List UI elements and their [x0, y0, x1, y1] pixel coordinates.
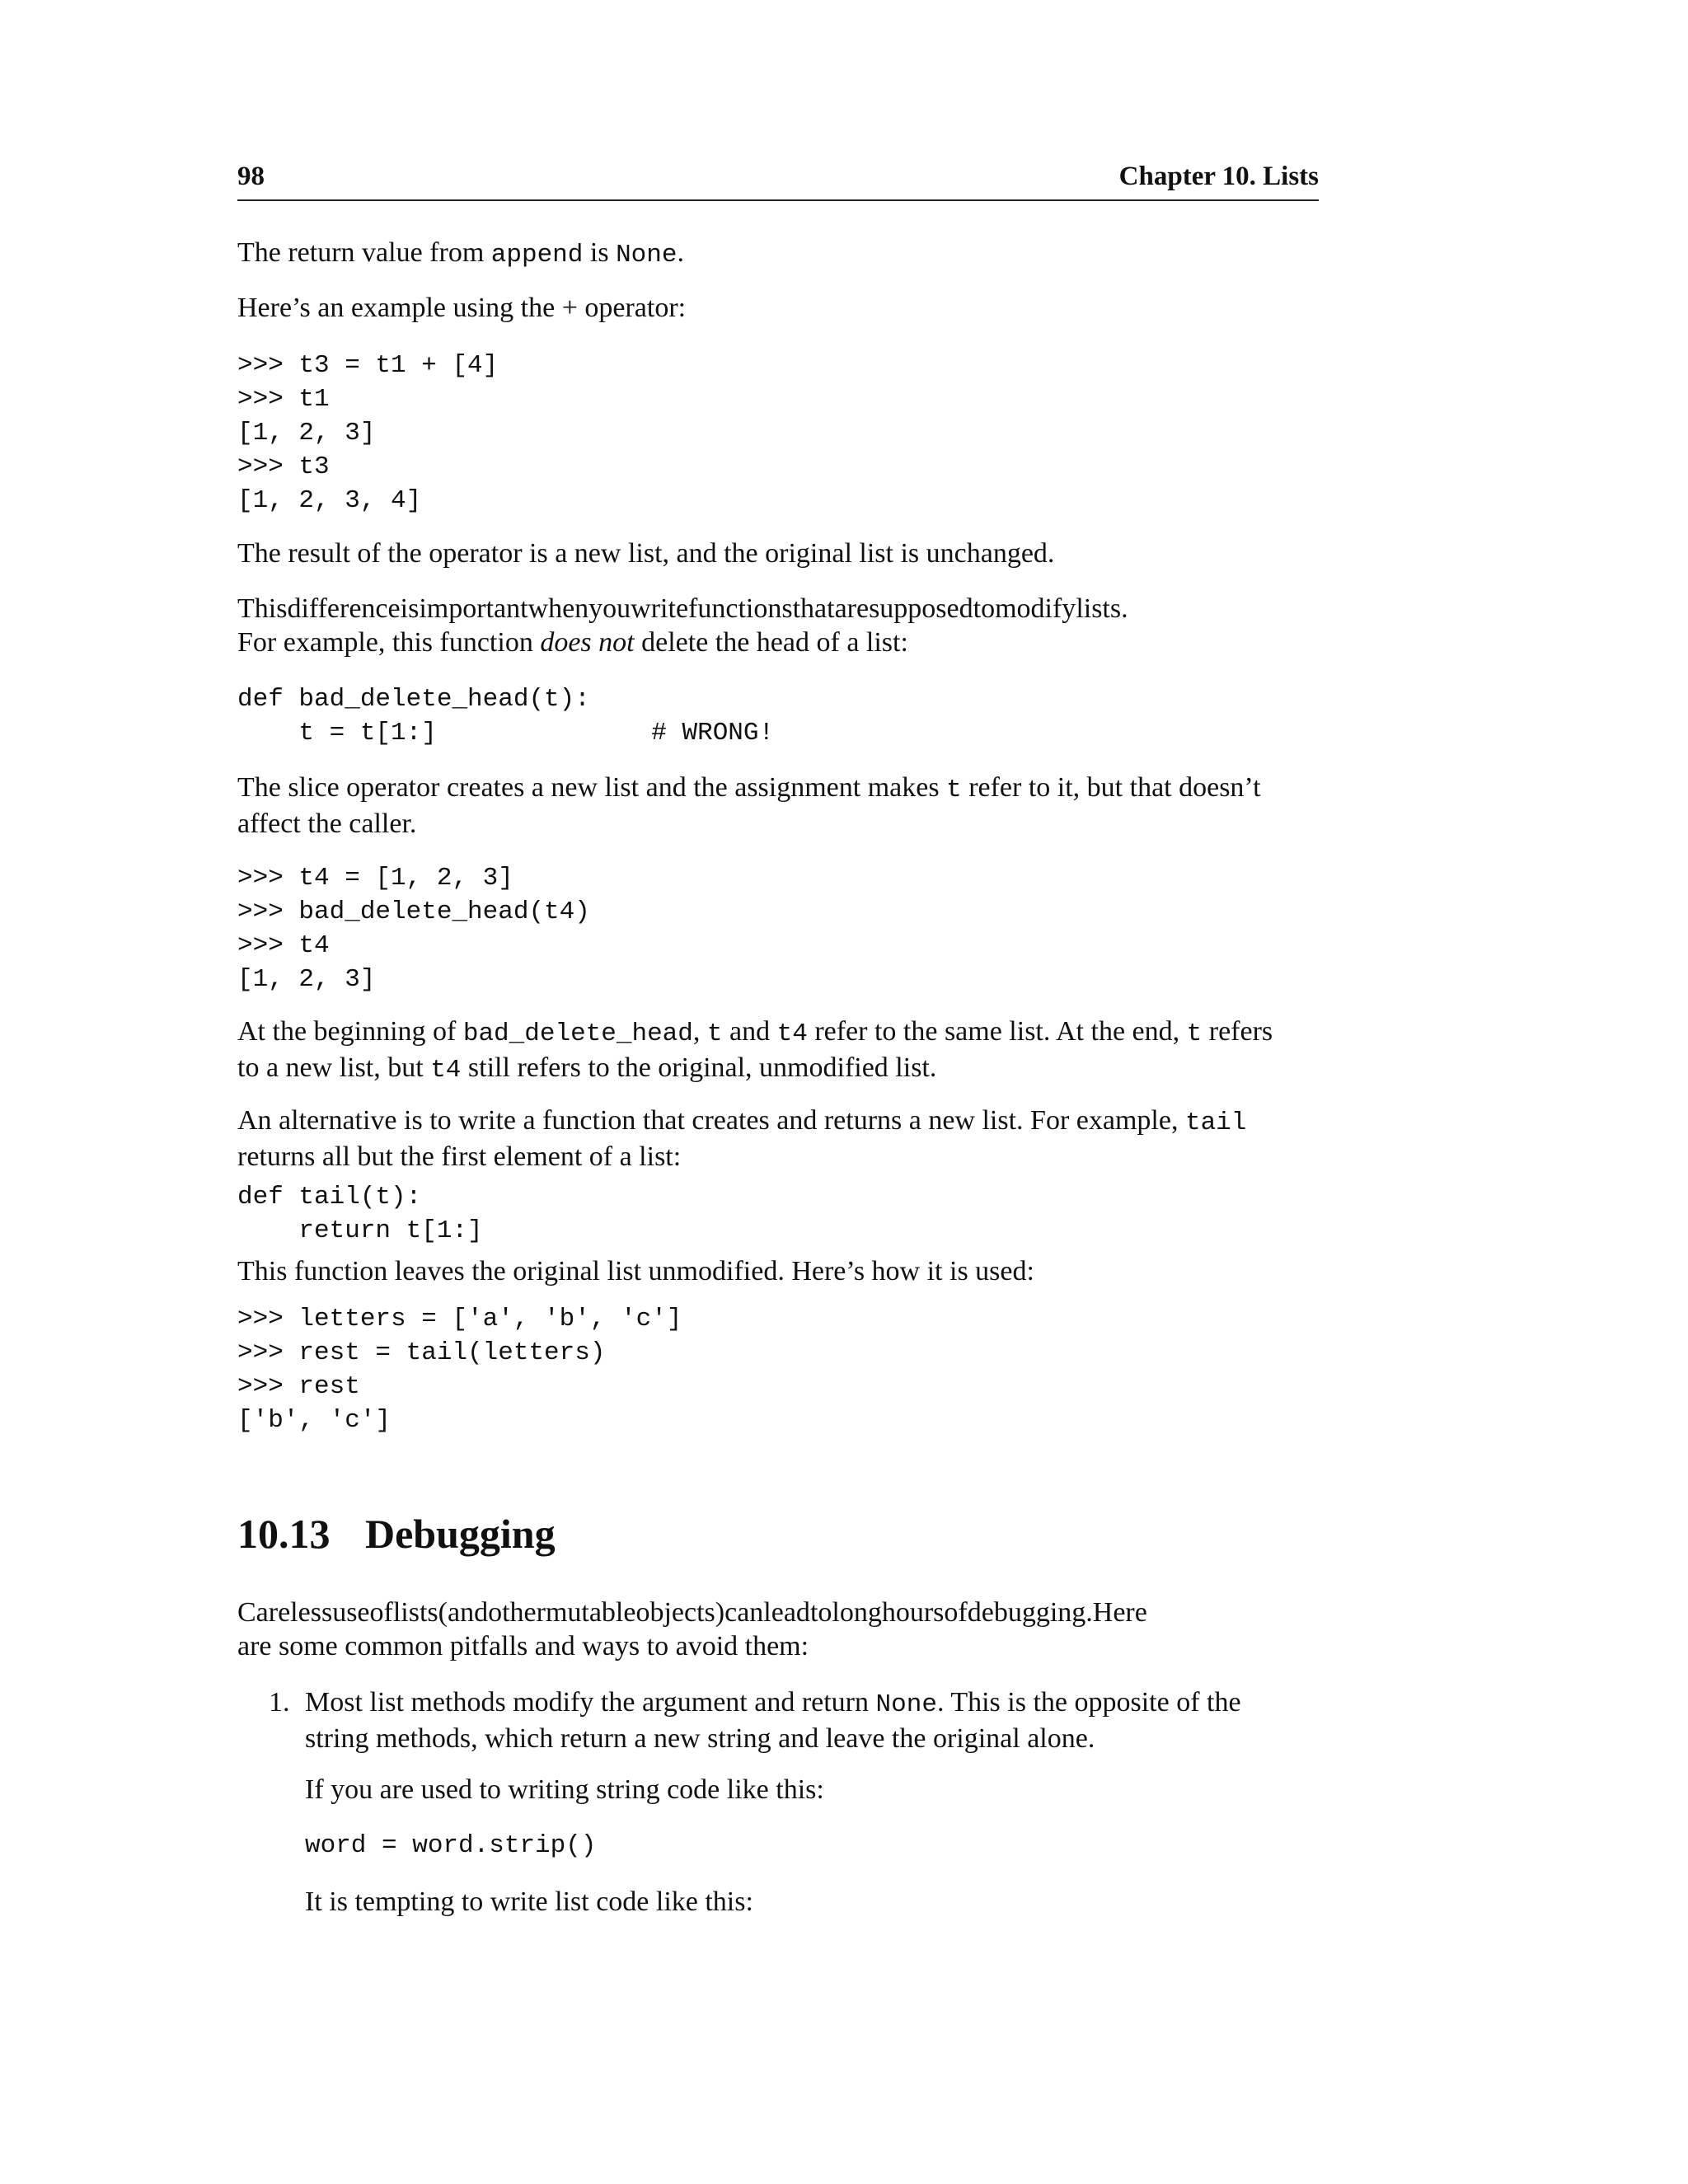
section-title: Debugging — [365, 1511, 556, 1557]
section-heading — [237, 1510, 556, 1558]
list-item-text: Most list methods modify the argument and return None. This is the opposite of the string methods, which return a new string and leave the original alone. — [305, 1687, 1241, 1754]
page-number: 98 — [237, 162, 265, 191]
list-item-number: 1. — [269, 1687, 290, 1718]
paragraph-plus-example: Here’s an example using the + operator: — [237, 293, 687, 323]
document-page — [237, 0, 1319, 2184]
running-header — [237, 162, 1319, 201]
code-block-tail: def tail(t): return t[1:] — [237, 1183, 483, 1245]
section-number: 10.13 — [237, 1511, 331, 1557]
code-block-bad-delete-head: def bad_delete_head(t): t = t[1:] # WRONG! — [237, 685, 775, 748]
paragraph-careless-use: Carelessuseoflists(andothermutableobjects)canleadtolonghoursofdebugging.Here are some common pitfalls and ways to avoid them: — [237, 1597, 1147, 1661]
paragraph-alternative: An alternative is to write a function that creates and returns a new list. For example, tail returns all but the first element of a list: — [237, 1105, 1247, 1172]
code-block-word-strip: word = word.strip() — [305, 1831, 597, 1860]
chapter-title: Chapter 10. Lists — [1118, 162, 1319, 191]
paragraph-leaves-unmodified: This function leaves the original list unmodified. Here’s how it is used: — [237, 1256, 1034, 1286]
paragraph-beginning: At the beginning of bad_delete_head, t and t4 refer to the same list. At the end, t refers to a new list, but t4 still refers to the original, unmodified list. — [237, 1016, 1273, 1085]
paragraph-slice-operator: The slice operator creates a new list and the assignment makes t refer to it, but that doesn’t affect the caller. — [237, 772, 1261, 839]
code-block-t4-example: >>> t4 = [1, 2, 3] >>> bad_delete_head(t4) >>> t4 [1, 2, 3] — [237, 864, 590, 994]
code-block-letters: >>> letters = ['a', 'b', 'c'] >>> rest = tail(letters) >>> rest ['b', 'c'] — [237, 1305, 682, 1435]
paragraph-append-return: The return value from append is None. — [237, 237, 684, 269]
paragraph-difference: Thisdifferenceisimportantwhenyouwritefunctionsthataresupposedtomodifylists. For example, this function does not delete the head of a list: — [237, 593, 1128, 658]
code-block-plus-operator: >>> t3 = t1 + [4] >>> t1 [1, 2, 3] >>> t3 [1, 2, 3, 4] — [237, 351, 499, 515]
paragraph-result: The result of the operator is a new list, and the original list is unchanged. — [237, 538, 1055, 569]
list-item-paragraph-string-code: If you are used to writing string code like this: — [305, 1774, 824, 1805]
list-item-paragraph-tempting: It is tempting to write list code like this: — [305, 1886, 753, 1917]
